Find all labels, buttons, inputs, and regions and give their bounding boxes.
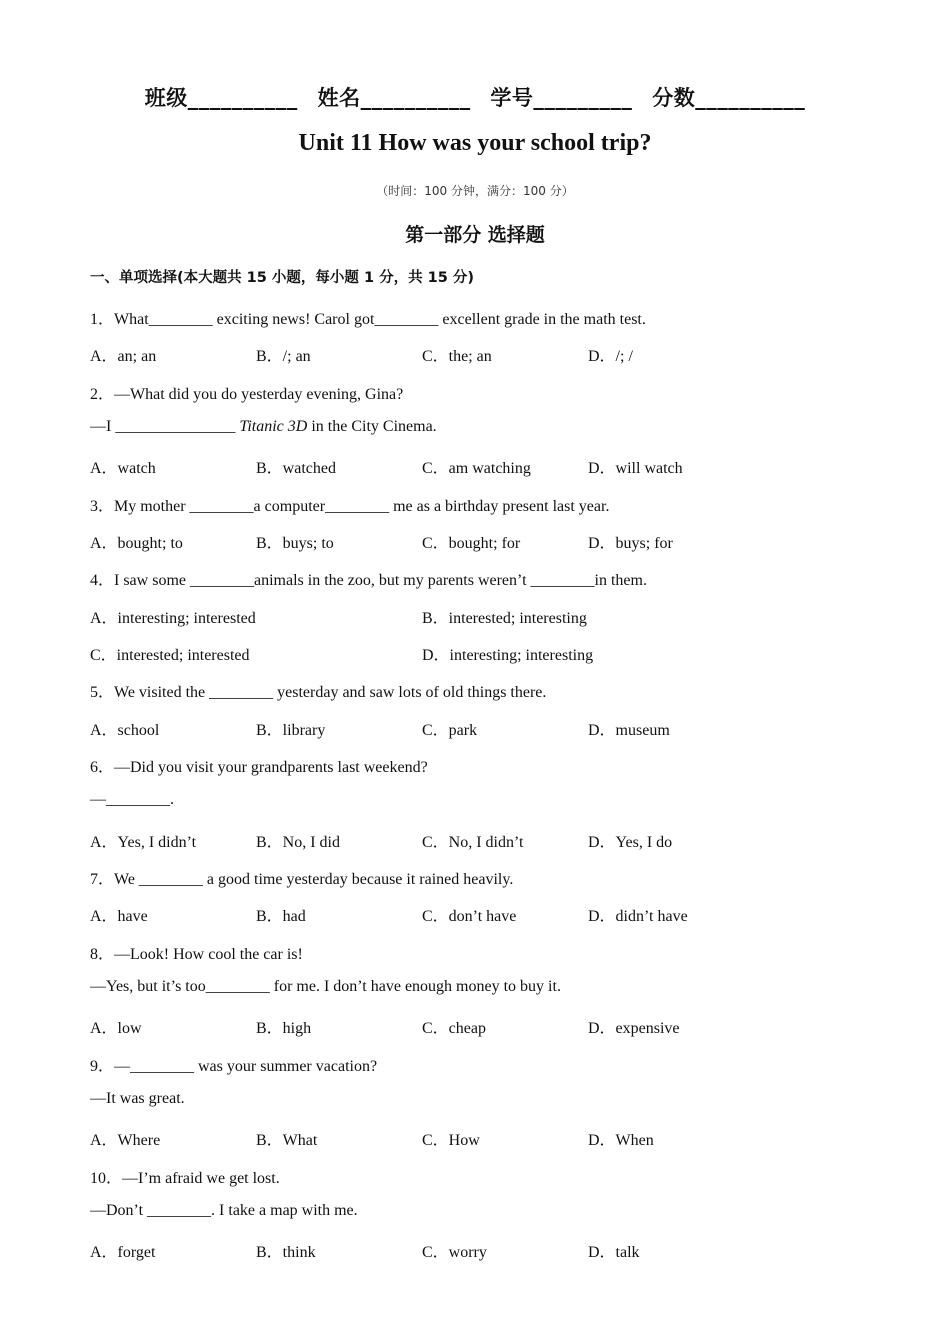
question-2-option-b: B．watched xyxy=(256,460,336,477)
question-1-option-d: D．/; / xyxy=(588,348,633,365)
question-4-option-b: B．interested; interesting xyxy=(422,610,587,627)
question-9-stem: 9．—________ was your summer vacation? xyxy=(90,1058,378,1075)
question-9-option-b: B．What xyxy=(256,1132,318,1149)
page-title: Unit 11 How was your school trip? xyxy=(298,130,652,156)
student-id-field: 学号_________ xyxy=(490,86,633,110)
question-10-option-c: C．worry xyxy=(422,1244,487,1261)
exam-time-info: （时间：100 分钟，满分：100 分） xyxy=(376,184,574,198)
question-7-stem: 7．We ________ a good time yesterday because it rained heavily. xyxy=(90,871,514,888)
question-9-option-a: A．Where xyxy=(90,1132,161,1149)
question-10-option-a: A．forget xyxy=(90,1244,156,1261)
question-7-option-b: B．had xyxy=(256,908,306,925)
question-4-option-c: C．interested; interested xyxy=(90,647,250,664)
question-5-option-d: D．museum xyxy=(588,722,670,739)
question-1-option-a: A．an; an xyxy=(90,348,157,365)
question-3-option-b: B．buys; to xyxy=(256,535,334,552)
question-8-option-c: C．cheap xyxy=(422,1020,486,1037)
question-8-option-a: A．low xyxy=(90,1020,142,1037)
question-1-stem: 1．What________ exciting news! Carol got________ excellent grade in the math test. xyxy=(90,311,646,328)
class-field: 班级__________ xyxy=(144,86,298,110)
question-9-option-d: D．When xyxy=(588,1132,654,1149)
question-3-option-a: A．bought; to xyxy=(90,535,183,552)
student-info-header xyxy=(0,82,950,112)
question-6-option-b: B．No, I did xyxy=(256,834,341,851)
section-title: 一、单项选择(本大题共 15 小题，每小题 1 分，共 15 分) xyxy=(90,270,474,286)
question-9-option-c: C．How xyxy=(422,1132,480,1149)
question-6-stem: 6．—Did you visit your grandparents last weekend? xyxy=(90,759,428,776)
question-6-option-c: C．No, I didn’t xyxy=(422,834,524,851)
question-8-option-b: B．high xyxy=(256,1020,312,1037)
question-5-option-b: B．library xyxy=(256,722,326,739)
question-7-option-c: C．don’t have xyxy=(422,908,517,925)
question-2-option-a: A．watch xyxy=(90,460,156,477)
question-3-option-c: C．bought; for xyxy=(422,535,521,552)
question-6-answer-line: —________. xyxy=(90,791,174,808)
question-1-option-c: C．the; an xyxy=(422,348,492,365)
question-5-option-c: C．park xyxy=(422,722,478,739)
question-7-option-d: D．didn’t have xyxy=(588,908,688,925)
question-5-stem: 5．We visited the ________ yesterday and saw lots of old things there. xyxy=(90,684,547,701)
part-title: 第一部分 选择题 xyxy=(405,224,545,246)
question-10-option-b: B．think xyxy=(256,1244,316,1261)
question-3-stem: 3．My mother ________a computer________ me as a birthday present last year. xyxy=(90,498,610,515)
question-2-stem: 2．—What did you do yesterday evening, Gina? xyxy=(90,386,404,403)
question-1-option-b: B．/; an xyxy=(256,348,311,365)
question-9-answer-line: —It was great. xyxy=(90,1090,185,1107)
question-6-option-d: D．Yes, I do xyxy=(588,834,673,851)
question-4-stem: 4．I saw some ________animals in the zoo, but my parents weren’t ________in them. xyxy=(90,572,647,589)
question-10-option-d: D．talk xyxy=(588,1244,640,1261)
question-7-option-a: A．have xyxy=(90,908,148,925)
question-2-answer-line: —I _______________ Titanic 3D in the City Cinema. xyxy=(90,418,437,435)
movie-title: Titanic 3D xyxy=(239,418,308,435)
name-field: 姓名__________ xyxy=(317,86,471,110)
question-8-option-d: D．expensive xyxy=(588,1020,680,1037)
question-4-option-a: A．interesting; interested xyxy=(90,610,256,627)
question-2-option-d: D．will watch xyxy=(588,460,683,477)
question-6-option-a: A．Yes, I didn’t xyxy=(90,834,197,851)
question-4-option-d: D．interesting; interesting xyxy=(422,647,594,664)
question-8-answer-line: —Yes, but it’s too________ for me. I don’t have enough money to buy it. xyxy=(90,978,561,995)
question-10-answer-line: —Don’t ________. I take a map with me. xyxy=(90,1202,358,1219)
question-10-stem: 10．—I’m afraid we get lost. xyxy=(90,1170,280,1187)
question-2-option-c: C．am watching xyxy=(422,460,531,477)
question-5-option-a: A．school xyxy=(90,722,160,739)
score-field: 分数__________ xyxy=(652,86,806,110)
question-8-stem: 8．—Look! How cool the car is! xyxy=(90,946,303,963)
question-3-option-d: D．buys; for xyxy=(588,535,673,552)
